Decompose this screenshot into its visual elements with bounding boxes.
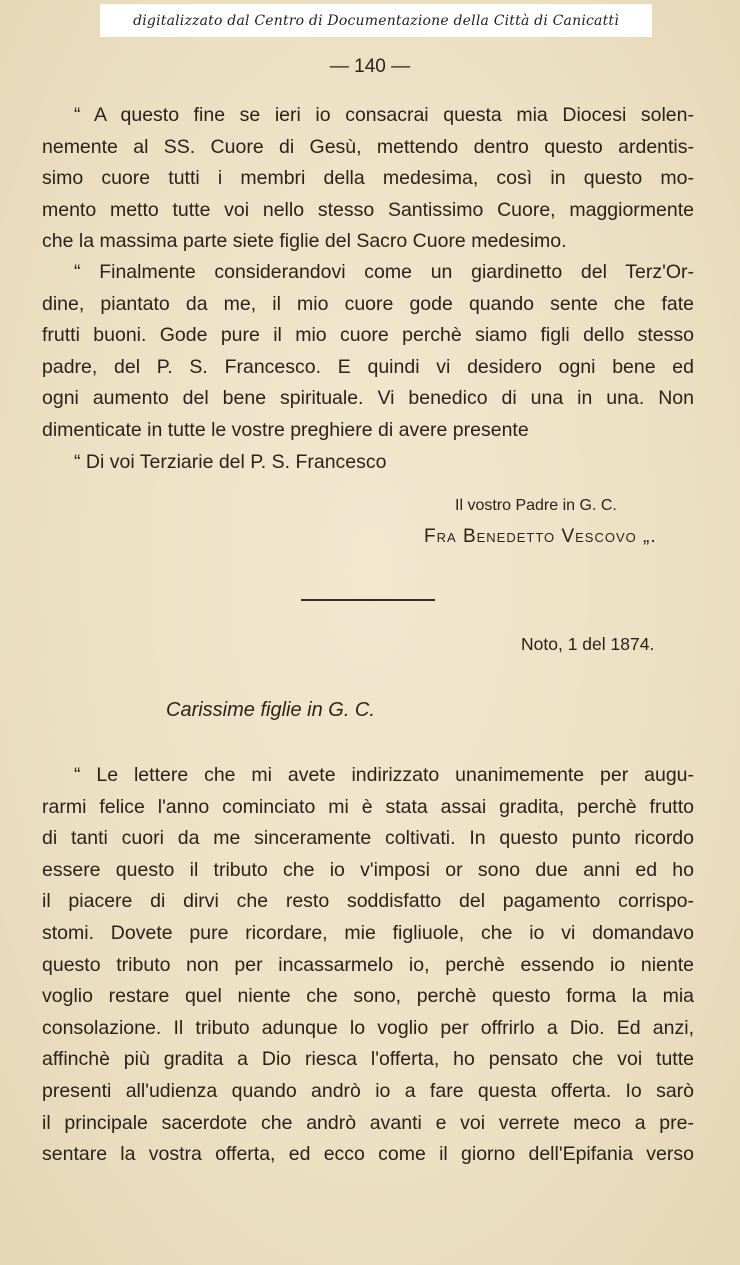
text-line: dine, piantato da me, il mio cuore gode quando sente che fate: [42, 292, 694, 315]
text-line: “ Le lettere che mi avete indirizzato unanimemente per augu-: [74, 764, 694, 786]
text-line: voglio restare quel niente che sono, perchè questo forma la mia: [42, 985, 694, 1008]
text-line: “ Di voi Terziarie del P. S. Francesco: [74, 450, 387, 473]
text-line: frutti buoni. Gode pure il mio cuore perchè siamo figli dello stesso: [42, 324, 694, 347]
watermark-text: digitalizzato dal Centro di Documentazione della Città di Canicattì: [133, 12, 619, 29]
text-line: padre, del P. S. Francesco. E quindi vi desidero ogni bene ed: [42, 355, 694, 378]
letter2-date: Noto, 1 del 1874.: [521, 634, 655, 654]
letter1-closing: Il vostro Padre in G. C.: [455, 497, 617, 514]
digitization-watermark: [100, 4, 652, 37]
text-line: simo cuore tutti i membri della medesima, così in questo mo-: [42, 167, 694, 190]
text-line: che la massima parte siete figlie del Sacro Cuore medesimo.: [42, 230, 567, 253]
text-line: affinchè più gradita a Dio riesca l'offerta, ho pensato che voi tutte: [42, 1048, 694, 1071]
text-line: “ A questo fine se ieri io consacrai questa mia Diocesi solen-: [74, 104, 694, 126]
text-line: “ Finalmente considerandovi come un giardinetto del Terz'Or-: [74, 261, 694, 283]
text-line: sentare la vostra offerta, ed ecco come il giorno dell'Epifania verso: [42, 1143, 694, 1166]
text-line: stomi. Dovete pure ricordare, mie figliuole, che io vi domandavo: [42, 921, 694, 944]
text-line: rarmi felice l'anno cominciato mi è stata assai gradita, perchè frutto: [42, 795, 694, 818]
text-line: presenti all'udienza quando andrò io a fare questa offerta. Io sarò: [42, 1079, 694, 1102]
text-line: ogni aumento del bene spirituale. Vi benedico di una in una. Non: [42, 387, 694, 410]
text-line: dimenticate in tutte le vostre preghiere di avere presente: [42, 418, 529, 441]
text-line: il principale sacerdote che andrò avanti e voi verrete meco a pre-: [42, 1111, 694, 1134]
text-line: questo tributo non per incassarmelo io, perchè essendo io niente: [42, 953, 694, 976]
text-line: consolazione. Il tributo adunque lo voglio per offrirlo a Dio. Ed anzi,: [42, 1016, 694, 1039]
text-line: nemente al SS. Cuore di Gesù, mettendo dentro questo ardentis-: [42, 135, 694, 158]
letter2-paragraph-1: [42, 760, 694, 1171]
letter1-paragraph-2: [42, 257, 694, 478]
letter1-signature: Fra Benedetto Vescovo „.: [424, 526, 657, 547]
text-line: il piacere di dirvi che resto soddisfatto del pagamento corrispo-: [42, 890, 694, 913]
text-line: essere questo il tributo che io v'imposi or sono due anni ed ho: [42, 858, 694, 881]
letter2-salutation: Carissime figlie in G. C.: [166, 699, 375, 721]
text-line: mento metto tutte voi nello stesso Santissimo Cuore, maggiormente: [42, 198, 694, 221]
text-line: di tanti cuori da me sinceramente coltivati. In questo punto ricordo: [42, 827, 694, 850]
page-number: — 140 —: [329, 56, 411, 77]
letter1-paragraph-1: [42, 100, 694, 258]
section-divider: [301, 599, 435, 601]
